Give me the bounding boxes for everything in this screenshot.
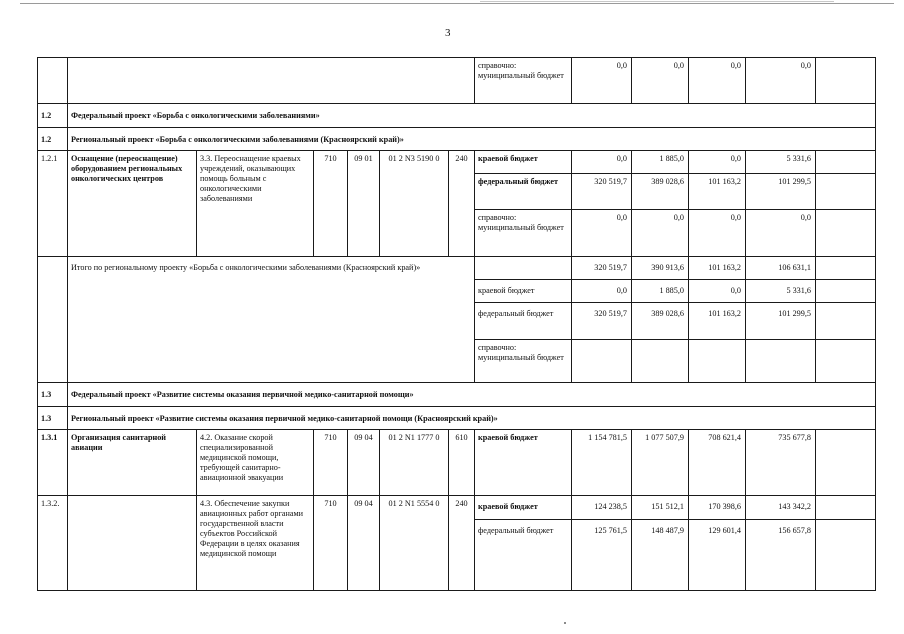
cell-value-year1: 320 519,7 [571,173,632,210]
cell-value-total: 156 657,8 [745,519,816,591]
cell-value-year1: 0,0 [571,150,632,174]
cell-value-year3: 0,0 [688,279,746,303]
cell-csr: 01 2 N1 5554 0 [379,495,449,591]
cell-value-total: 5 331,6 [745,150,816,174]
cell-value-year3: 170 398,6 [688,495,746,520]
cell-grbs: 710 [313,495,348,591]
cell-funding-source: федеральный бюджет [474,173,572,210]
cell-csr: 01 2 N1 1777 0 [379,429,449,496]
cell-value-total: 0,0 [745,57,816,104]
cell-value-year2: 151 512,1 [631,495,689,520]
cell-value-year1: 1 154 781,5 [571,429,632,496]
cell-empty [815,429,876,496]
cell-value-year3: 101 163,2 [688,173,746,210]
cell-value-total: 735 677,8 [745,429,816,496]
cell-vr: 610 [448,429,475,496]
section-title: Федеральный проект «Развитие системы оказания первичной медико-санитарной помощи» [67,382,876,407]
scan-speck [564,622,566,624]
cell-empty [815,256,876,280]
cell-value-total: 5 331,6 [745,279,816,303]
cell-empty [815,519,876,591]
cell-funding-source: справочно: муниципальный бюджет [474,339,572,383]
cell-name: Организация санитарной авиации [67,429,197,496]
cell-value-year3: 708 621,4 [688,429,746,496]
cell-empty [815,173,876,210]
cell-funding-source: справочно: муниципальный бюджет [474,57,572,104]
cell-value-year2 [631,339,689,383]
cell-csr: 01 2 N3 5190 0 [379,150,449,257]
cell-num [37,256,68,383]
cell-value-year2: 389 028,6 [631,302,689,340]
cell-rzpr: 09 04 [347,495,380,591]
cell-value-total: 101 299,5 [745,173,816,210]
cell-value-total: 143 342,2 [745,495,816,520]
cell-funding-source: краевой бюджет [474,429,572,496]
cell-num: 1.2 [37,127,68,151]
cell-empty [815,150,876,174]
cell-value-year1: 124 238,5 [571,495,632,520]
cell-value-year1: 125 761,5 [571,519,632,591]
cell-num: 1.3 [37,382,68,407]
cell-num: 1.3.2. [37,495,68,591]
cell-value-year1: 320 519,7 [571,302,632,340]
cell-value-year3: 129 601,4 [688,519,746,591]
cell-funding-source: федеральный бюджет [474,519,572,591]
cell-value-year3: 0,0 [688,57,746,104]
cell-rzpr: 09 01 [347,150,380,257]
cell-grbs: 710 [313,429,348,496]
cell-value-year3: 0,0 [688,150,746,174]
cell-empty [815,279,876,303]
cell-num: 1.2 [37,103,68,128]
cell-rzpr: 09 04 [347,429,380,496]
cell-funding-source: краевой бюджет [474,150,572,174]
cell-value-year3 [688,339,746,383]
cell-grbs: 710 [313,150,348,257]
cell-value-total [745,339,816,383]
section-title: Региональный проект «Развитие системы оказания первичной медико-санитарной помощи (Красноярский край)» [67,406,876,430]
cell-value-year2: 1 885,0 [631,279,689,303]
cell-funding-source [474,256,572,280]
section-title: Федеральный проект «Борьба с онкологическими заболеваниями» [67,103,876,128]
cell-value-year2: 390 913,6 [631,256,689,280]
cell-value-total: 106 631,1 [745,256,816,280]
cell-value-year2: 148 487,9 [631,519,689,591]
section-title: Региональный проект «Борьба с онкологическими заболеваниями (Красноярский край)» [67,127,876,151]
cell-value-year2: 389 028,6 [631,173,689,210]
cell-value-year1 [571,339,632,383]
cell-value-year1: 0,0 [571,57,632,104]
cell-funding-source: справочно: муниципальный бюджет [474,209,572,257]
cell-value-year2: 1 077 507,9 [631,429,689,496]
cell-empty [815,495,876,520]
cell-num [37,57,68,104]
cell-num: 1.2.1 [37,150,68,257]
cell-empty [815,302,876,340]
scan-edge-line [480,1,834,2]
cell-funding-source: краевой бюджет [474,279,572,303]
cell-value-total: 101 299,5 [745,302,816,340]
cell-measure: 3.3. Переоснащение краевых учреждений, оказывающих помощь больным с онкологическими заболеваниями [196,150,314,257]
cell-value-year2: 0,0 [631,57,689,104]
cell-empty [815,339,876,383]
cell-value-year3: 101 163,2 [688,302,746,340]
scan-edge-line [20,3,894,4]
cell-num: 1.3 [37,406,68,430]
cell-num: 1.3.1 [37,429,68,496]
cell-value-year2: 0,0 [631,209,689,257]
cell-empty [815,57,876,104]
cell-value-year1: 0,0 [571,279,632,303]
cell-funding-source: федеральный бюджет [474,302,572,340]
cell-name: Оснащение (переоснащение) оборудованием региональных онкологических центров [67,150,197,257]
cell-vr: 240 [448,495,475,591]
cell-funding-source: краевой бюджет [474,495,572,520]
page-number: 3 [445,27,451,39]
cell-vr: 240 [448,150,475,257]
cell-measure: 4.2. Оказание скорой специализированной медицинской помощи, требующей санитарно-авиационной эвакуации [196,429,314,496]
cell-empty [815,209,876,257]
cell-value-year2: 1 885,0 [631,150,689,174]
cell-value-year3: 101 163,2 [688,256,746,280]
total-title: Итого по региональному проекту «Борьба с онкологическими заболеваниями (Красноярский край)» [67,256,475,383]
cell-value-total: 0,0 [745,209,816,257]
cell-value-year1: 0,0 [571,209,632,257]
cell-value-year1: 320 519,7 [571,256,632,280]
cell-measure: 4.3. Обеспечение закупки авиационных работ органами государственной власти субъектов Российской Федерации в целях оказания медицинской помощи [196,495,314,591]
cell-value-year3: 0,0 [688,209,746,257]
cell-name [67,495,197,591]
cell-name [67,57,475,104]
